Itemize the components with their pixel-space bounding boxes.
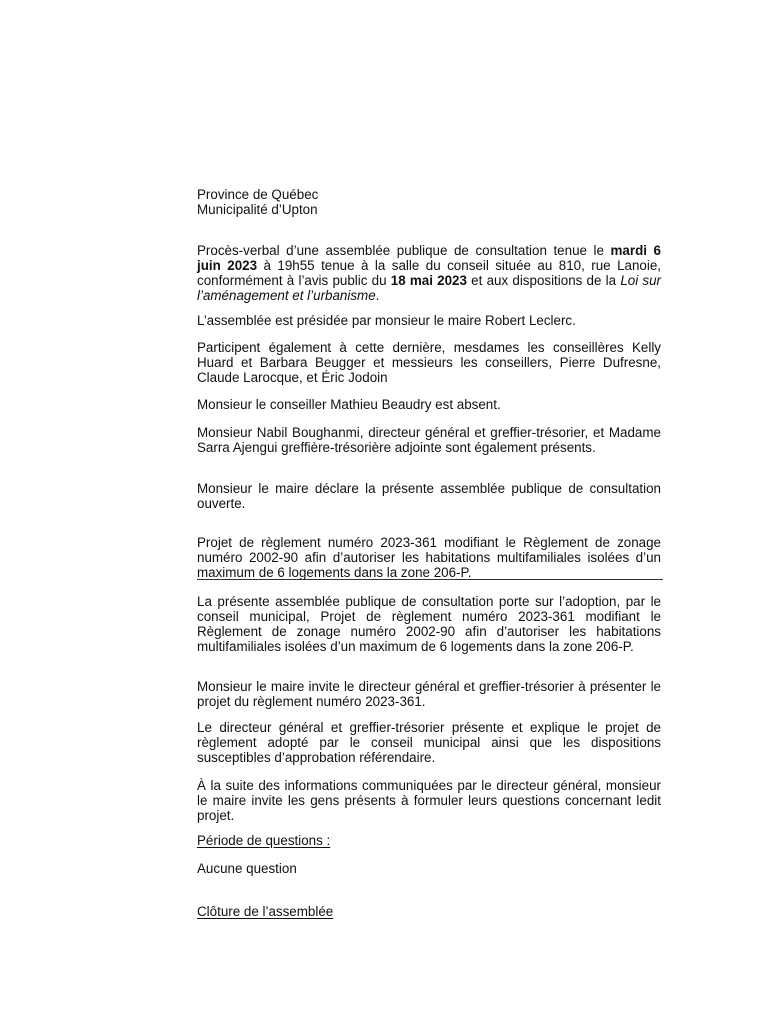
intro-text-4: . (375, 288, 380, 303)
purpose-paragraph: La présente assemblée publique de consultation porte sur l’adoption, par le conseil municipal, Projet de règlement numéro 2023-361 modifiant le Règlement de zonage numéro 2002-90 afin d’autoriser les habitations multifamiliales isolées d’un maximum de 6 logements dans la zone 206-P. (197, 594, 661, 654)
intro-text-2: à 19h55 tenue à la salle du conseil située au 810, rue Lanoie, conformément à l’avis public du (197, 258, 661, 288)
questions-answer: Aucune question (197, 861, 297, 876)
province-line: Province de Québec (197, 187, 319, 202)
staff-paragraph: Monsieur Nabil Boughanmi, directeur général et greffier-trésorier, et Madame Sarra Ajengui greffière-trésorière adjointe sont également présents. (197, 425, 661, 455)
intro-text-1: Procès-verbal d’une assemblée publique de consultation tenue le (197, 243, 611, 258)
invite-director-paragraph: Monsieur le maire invite le directeur général et greffier-trésorier à présenter le projet du règlement numéro 2023-361. (197, 679, 661, 709)
opening-paragraph: Monsieur le maire déclare la présente assemblée publique de consultation ouverte. (197, 481, 661, 511)
law-title: Loi sur l’aménagement et l’urbanisme (197, 273, 661, 303)
questions-heading: Période de questions : (197, 833, 331, 848)
meeting-date: mardi 6 juin 2023 (197, 243, 661, 273)
municipality-line: Municipalité d’Upton (197, 202, 318, 217)
project-title-paragraph: Projet de règlement numéro 2023-361 modifiant le Règlement de zonage numéro 2002-90 afin d’autoriser les habitations multifamiliales isolées d’un maximum de 6 logements dans la zone 206-P. (197, 535, 661, 580)
absent-paragraph: Monsieur le conseiller Mathieu Beaudry est absent. (197, 397, 501, 412)
intro-text-3: et aux dispositions de la (466, 273, 621, 288)
intro-paragraph (197, 243, 661, 303)
questions-invite-paragraph: À la suite des informations communiquées par le directeur général, monsieur le maire invite les gens présents à formuler leurs questions concernant ledit projet. (197, 778, 661, 823)
presentation-paragraph: Le directeur général et greffier-trésorier présente et explique le projet de règlement adopté par le conseil municipal ainsi que les dispositions susceptibles d’approbation référendaire. (197, 720, 661, 765)
notice-date: 18 mai 2023 (390, 273, 467, 288)
participants-paragraph: Participent également à cette dernière, mesdames les conseillères Kelly Huard et Barbara Beugger et messieurs les conseillers, Pierre Dufresne, Claude Larocque, et Éric Jodoin (197, 340, 661, 385)
closing-heading: Clôture de l’assemblée (197, 904, 334, 919)
presided-paragraph: L’assemblée est présidée par monsieur le maire Robert Leclerc. (197, 313, 576, 328)
project-title-underline (197, 579, 663, 580)
